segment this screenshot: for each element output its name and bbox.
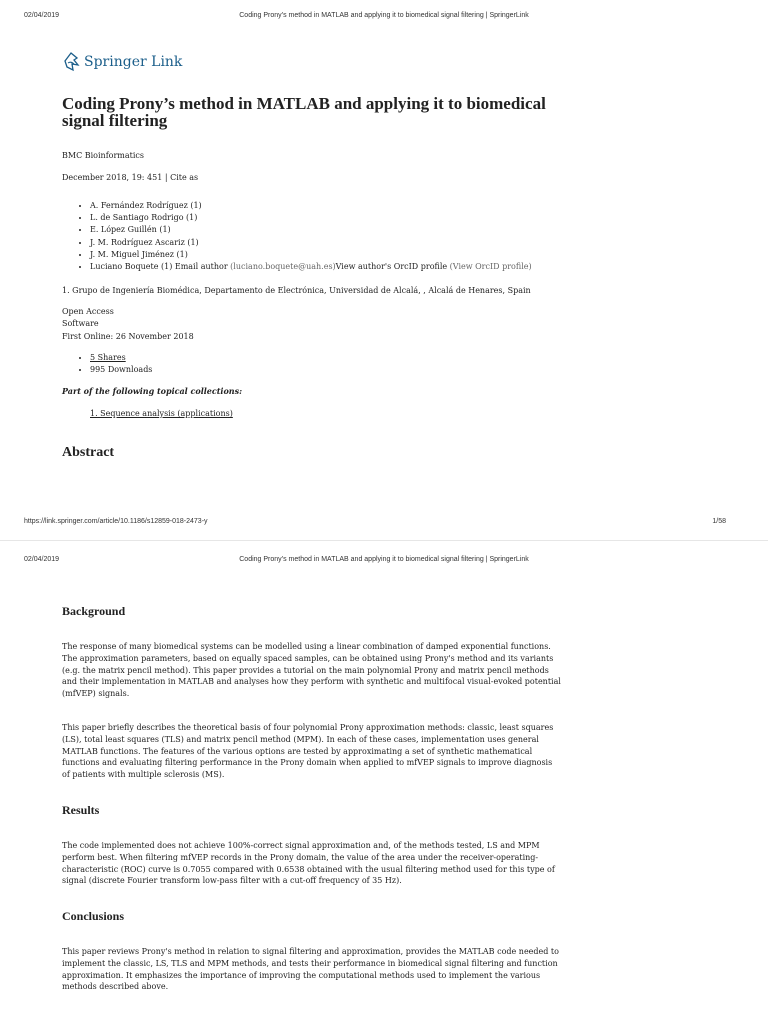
- conclusions-heading: Conclusions: [62, 909, 125, 923]
- author-name[interactable]: Luciano Boquete (1) Email author: [90, 262, 228, 272]
- author-email[interactable]: (luciano.boquete@uah.es): [227, 262, 336, 272]
- first-online-date: First Online: 26 November 2018: [62, 332, 194, 341]
- author-item[interactable]: • E. López Guillén (1): [90, 224, 690, 236]
- author-item[interactable]: • J. M. Rodríguez Ascariz (1): [90, 237, 690, 249]
- conclusions-paragraph: This paper reviews Prony's method in relation to signal filtering and approximation, provides the MATLAB code needed to implement the classic, LS, TLS and MPM methods, and tests their performance in biomedical signal filtering and function approximation. It emphasizes the importance of improving the computational methods used to implement the various methods described above.: [62, 947, 559, 992]
- article-metrics: [62, 352, 152, 377]
- print-doc-title: Coding Prony’s method in MATLAB and applying it to biomedical signal filtering | SpringerLink: [239, 12, 529, 19]
- article-dateline: December 2018, 19: 451 | Cite as: [62, 173, 199, 182]
- print-date: 02/04/2019: [24, 556, 60, 563]
- results-paragraph: The code implemented does not achieve 100%-correct signal approximation and, of the methods tested, LS and MPM perform best. When filtering mfVEP records in the Prony domain, the value of the area under the receiver-operating-characteristic (ROC) curve is 0.7055 compared with 0.6538 obtained with the usual filtering method used for this type of signal (discrete Fourier transform low-pass filter with a cut-off frequency of 35 Hz).: [62, 841, 555, 886]
- print-date: 02/04/2019: [24, 12, 60, 19]
- collection-link[interactable]: 1. Sequence analysis (applications): [90, 409, 233, 418]
- print-page-number: 1/58: [712, 518, 726, 525]
- author-item[interactable]: [90, 261, 690, 273]
- orcid-profile-link[interactable]: (View OrcID profile): [447, 262, 532, 272]
- print-url: https://link.springer.com/article/10.1186/s12859-018-2473-y: [24, 518, 208, 525]
- collections-heading: Part of the following topical collections:: [62, 386, 243, 396]
- orcid-link[interactable]: View author's OrcID profile: [335, 262, 448, 272]
- brand-name: Springer Link: [84, 54, 183, 70]
- results-heading: Results: [62, 803, 100, 817]
- collection-item[interactable]: [90, 408, 233, 420]
- springer-link-logo[interactable]: [62, 50, 182, 74]
- author-item[interactable]: • J. M. Miguel Jiménez (1): [90, 249, 690, 261]
- print-page-2: [0, 548, 768, 1024]
- open-access-badge: Open Access: [62, 307, 114, 316]
- background-paragraph-1: The response of many biomedical systems can be modelled using a linear combination of damped exponential functions. The approximation parameters, based on equally spaced samples, can be obtained using Prony's method and its variants (e.g. the matrix pencil method). This paper provides a tutorial on the main polynomial Prony and matrix pencil methods and their implementation in MATLAB and analyses how they perform with synthetic and multifocal visual-evoked potential (mfVEP) signals.: [62, 642, 561, 699]
- collections-list: [62, 408, 233, 420]
- print-header: [24, 12, 744, 24]
- print-header: [24, 556, 744, 568]
- springer-horse-icon: [62, 52, 80, 72]
- article-type: Software: [62, 319, 99, 328]
- print-doc-title: Coding Prony’s method in MATLAB and applying it to biomedical signal filtering | SpringerLink: [239, 556, 529, 563]
- author-item[interactable]: • A. Fernández Rodríguez (1): [90, 200, 690, 212]
- journal-name[interactable]: BMC Bioinformatics: [62, 151, 145, 160]
- downloads-count: • 995 Downloads: [90, 364, 152, 376]
- print-footer: [24, 518, 744, 530]
- article-title: Coding Prony’s method in MATLAB and applying it to biomedical signal filtering: [62, 94, 546, 130]
- background-paragraph-2: This paper briefly describes the theoretical basis of four polynomial Prony approximation methods: classic, least squares (LS), total least squares (TLS) and matrix pencil method (MPM). In each of these cases, implementation uses general MATLAB functions. The features of the various options are tested by approximating a set of synthetic mathematical functions and evaluating filtering performance in the Prony domain when applied to mfVEP signals to improve diagnosis of patients with multiple sclerosis (MS).: [62, 723, 554, 780]
- shares-count[interactable]: • 5 Shares: [90, 352, 152, 364]
- background-heading: Background: [62, 604, 126, 618]
- page-separator: [0, 540, 768, 541]
- affiliation: 1. Grupo de Ingeniería Biomédica, Departamento de Electrónica, Universidad de Alcalá, , Alcalá de Henares, Spain: [62, 286, 531, 295]
- abstract-heading: Abstract: [62, 445, 115, 460]
- author-item[interactable]: • L. de Santiago Rodrigo (1): [90, 212, 690, 224]
- author-list: [62, 200, 690, 273]
